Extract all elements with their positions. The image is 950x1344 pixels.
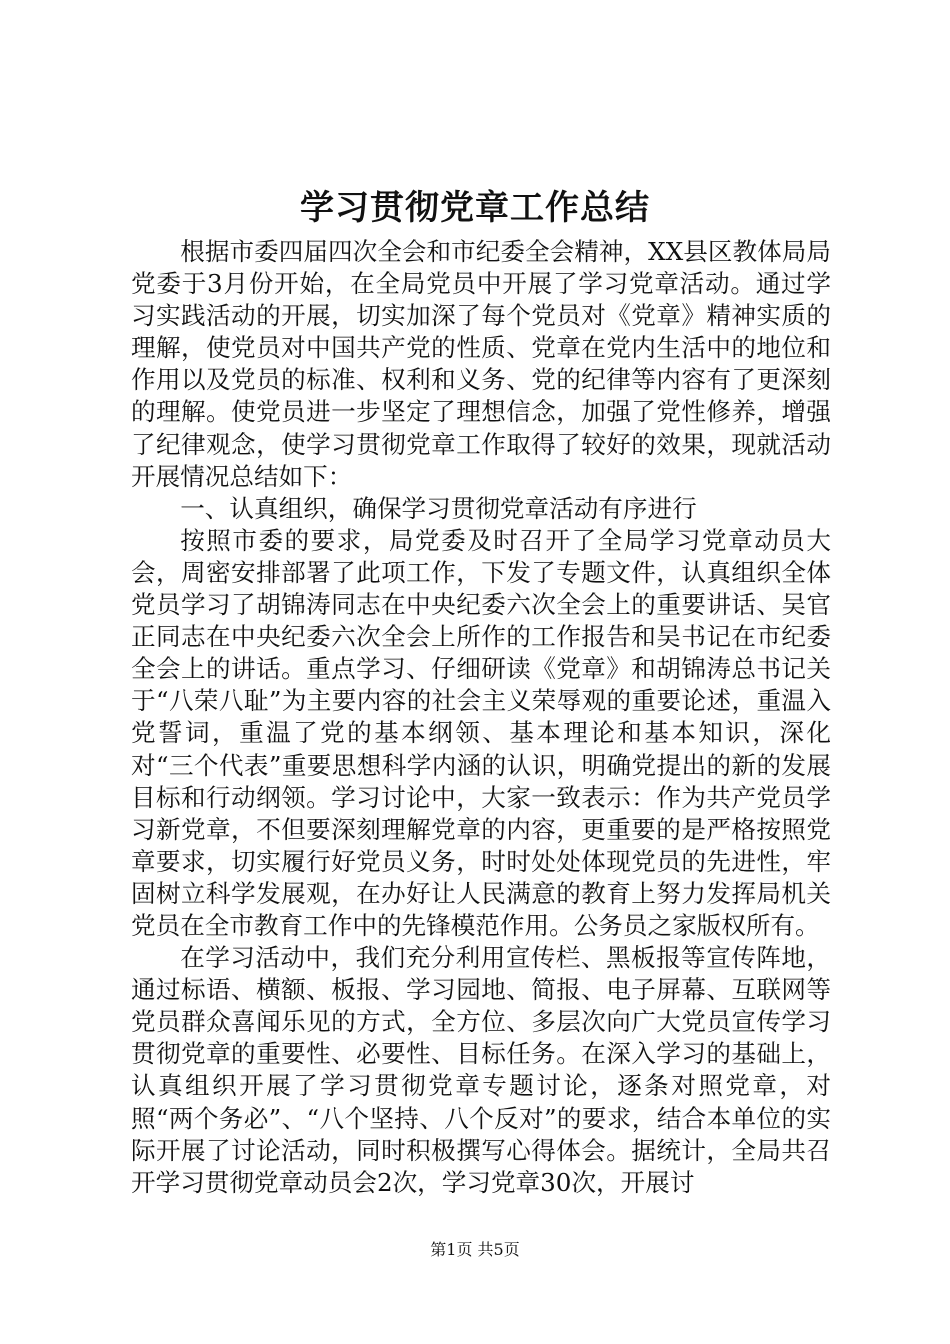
paragraph-intro: 根据市委四届四次全会和市纪委全会精神，XX县区教体局局党委于3月份开始，在全局党员中开展了学习党章活动。通过学习实践活动的开展，切实加深了每个党员对《党章》精神实质的理解，使党员对中国共产党的性质、党章在党内生活中的地位和作用以及党员的标准、权利和义务、党的纪律等内容有了更深刻的理解。使党员进一步坚定了理想信念，加强了党性修养，增强了纪律观念，使学习贯彻党章工作取得了较好的效果，现就活动开展情况总结如下： bbox=[131, 237, 831, 491]
page-number-footer: 第1页 共5页 bbox=[430, 1240, 520, 1259]
paragraph-organization: 按照市委的要求，局党委及时召开了全局学习党章动员大会，周密安排部署了此项工作，下发了专题文件，认真组织全体党员学习了胡锦涛同志在中央纪委六次全会上的重要讲话、吴官正同志在中央纪委六次全会上所作的工作报告和吴书记在市纪委全会上的讲话。重点学习、仔细研读《党章》和胡锦涛总书记关于“八荣八耻”为主要内容的社会主义荣辱观的重要论述，重温入党誓词，重温了党的基本纲领、基本理论和基本知识，深化对“三个代表”重要思想科学内涵的认识，明确党提出的新的发展目标和行动纲领。学习讨论中，大家一致表示：作为共产党员学习新党章，不但要深刻理解党章的内容，更重要的是严格按照党章要求，切实履行好党员义务，时时处处体现党员的先进性，牢固树立科学发展观，在办好让人民满意的教育上努力发挥局机关党员在全市教育工作中的先锋模范作用。公务员之家版权所有。 bbox=[131, 525, 831, 940]
document-title: 学习贯彻党章工作总结 bbox=[300, 188, 650, 228]
document-body bbox=[131, 236, 831, 1199]
section-heading-1: 一、认真组织，确保学习贯彻党章活动有序进行 bbox=[180, 493, 697, 523]
paragraph-activities: 在学习活动中，我们充分利用宣传栏、黑板报等宣传阵地，通过标语、横额、板报、学习园地、简报、电子屏幕、互联网等党员群众喜闻乐见的方式，全方位、多层次向广大党员宣传学习贯彻党章的重要性、必要性、目标任务。在深入学习的基础上，认真组织开展了学习贯彻党章专题讨论，逐条对照党章，对照“两个务必”、“八个坚持、八个反对”的要求，结合本单位的实际开展了讨论活动，同时积极撰写心得体会。据统计，全局共召开学习贯彻党章动员会2次，学习党章30次，开展讨 bbox=[131, 943, 831, 1197]
